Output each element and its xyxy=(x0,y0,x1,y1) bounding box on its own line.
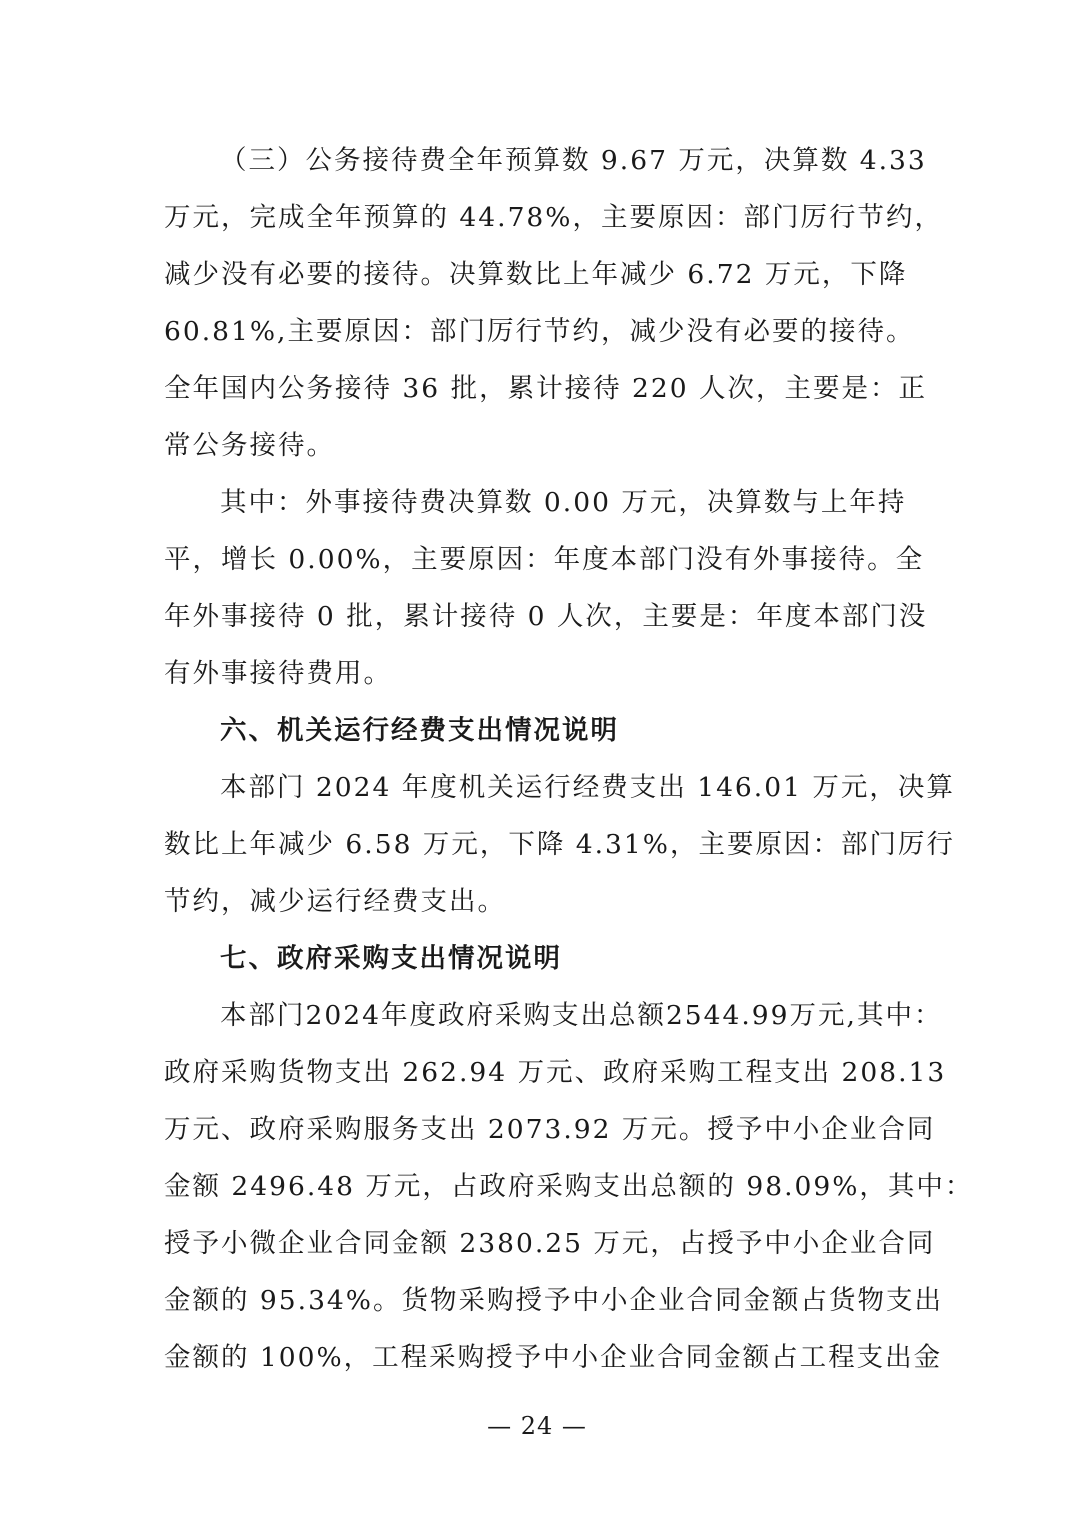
heading-text: 七、政府采购支出情况说明 xyxy=(220,943,562,974)
paragraph-line: 政府采购货物支出 262.94 万元、政府采购工程支出 208.13 xyxy=(164,1057,947,1088)
paragraph-line: 万元，完成全年预算的 44.78%，主要原因：部门厉行节约， xyxy=(164,202,943,233)
paragraph-line: 授予小微企业合同金额 2380.25 万元，占授予中小企业合同 xyxy=(164,1228,936,1259)
paragraph-line: 金额的 100%，工程采购授予中小企业合同金额占工程支出金 xyxy=(164,1342,943,1373)
section-heading xyxy=(164,930,912,987)
paragraph-line: 减少没有必要的接待。决算数比上年减少 6.72 万元，下降 xyxy=(164,259,908,290)
paragraph-line: 平，增长 0.00%，主要原因：年度本部门没有外事接待。全 xyxy=(164,544,925,575)
paragraph-line: 万元、政府采购服务支出 2073.92 万元。授予中小企业合同 xyxy=(164,1114,936,1145)
document-body xyxy=(164,132,974,1386)
paragraph-line: 本部门 2024 年度机关运行经费支出 146.01 万元，决算 xyxy=(220,772,955,803)
paragraph-line: 本部门2024年度政府采购支出总额2544.99万元,其中： xyxy=(220,1000,943,1031)
paragraph-line: 金额的 95.34%。货物采购授予中小企业合同金额占货物支出 xyxy=(164,1285,943,1316)
paragraph-line: 60.81%,主要原因：部门厉行节约，减少没有必要的接待。 xyxy=(164,316,915,347)
paragraph-line: 其中：外事接待费决算数 0.00 万元，决算数与上年持 xyxy=(220,487,907,518)
paragraph-line: 节约，减少运行经费支出。 xyxy=(164,886,506,917)
heading-text: 六、机关运行经费支出情况说明 xyxy=(220,715,619,746)
paragraph xyxy=(164,759,955,930)
paragraph xyxy=(164,987,974,1386)
paragraph-line: 金额 2496.48 万元，占政府采购支出总额的 98.09%，其中： xyxy=(164,1171,974,1202)
paragraph-line: （三）公务接待费全年预算数 9.67 万元，决算数 4.33 xyxy=(220,145,927,176)
paragraph-line: 数比上年减少 6.58 万元，下降 4.31%，主要原因：部门厉行 xyxy=(164,829,955,860)
paragraph-line: 年外事接待 0 批，累计接待 0 人次，主要是：年度本部门没 xyxy=(164,601,928,632)
paragraph-line: 常公务接待。 xyxy=(164,430,335,461)
paragraph xyxy=(164,474,928,702)
paragraph-line: 有外事接待费用。 xyxy=(164,658,392,689)
paragraph xyxy=(164,132,943,474)
paragraph-line: 全年国内公务接待 36 批，累计接待 220 人次，主要是：正 xyxy=(164,373,927,404)
page-number: — 24 — xyxy=(487,1412,587,1440)
section-heading xyxy=(164,702,912,759)
